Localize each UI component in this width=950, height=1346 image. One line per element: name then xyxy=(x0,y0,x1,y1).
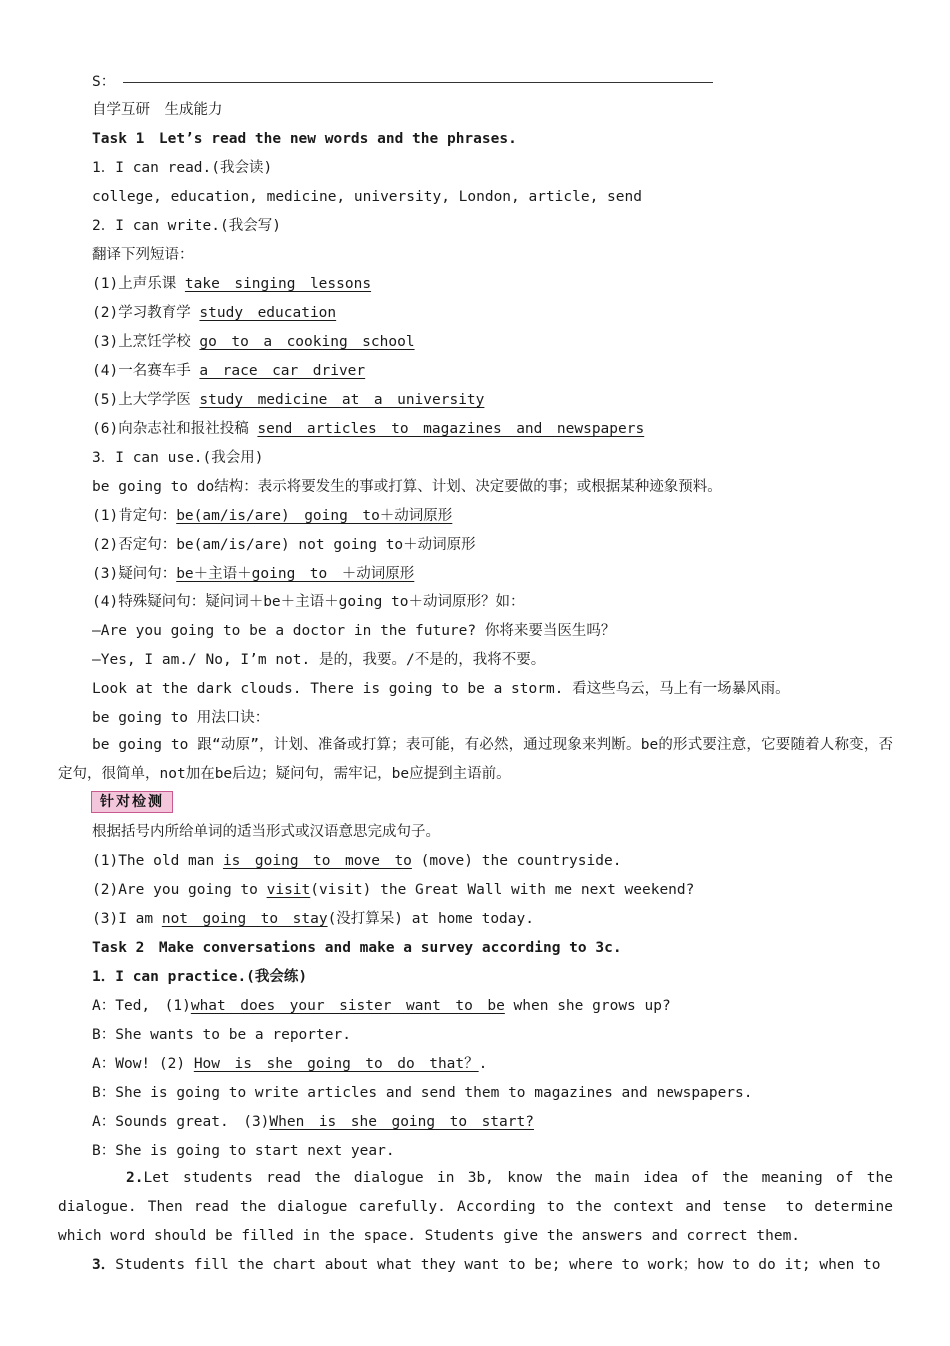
phrase-prompt: (3)上烹饪学校 xyxy=(92,334,200,350)
question-text: (2)Are you going to xyxy=(92,882,267,898)
phrase-answer: go to a cooking school xyxy=(199,334,415,350)
rule-label: (3)疑问句： xyxy=(92,566,177,582)
phrase-prompt: (6)向杂志社和报社投稿 xyxy=(92,421,258,437)
phrase-item xyxy=(92,274,371,294)
dialogue-answer: what does your sister want to be xyxy=(190,998,505,1014)
dialogue-line xyxy=(92,996,671,1016)
phrase-answer: study education xyxy=(199,305,337,321)
dialogue-text: A：Sounds great. (3) xyxy=(92,1114,270,1130)
write-heading: 2．I can write.(我会写) xyxy=(92,218,281,234)
step-number: 3． xyxy=(92,1257,116,1273)
practice-question xyxy=(92,909,534,929)
question-text: (没打算呆) at home today. xyxy=(327,911,534,927)
answer-blank-rule xyxy=(123,81,713,83)
phrase-answer: a race car driver xyxy=(199,363,366,379)
phrase-answer: study medicine at a university xyxy=(199,392,485,408)
special-question-rule: (4)特殊疑问句：疑问词＋be＋主语＋going to＋动词原形？如： xyxy=(92,594,525,610)
phrase-answer: take singing lessons xyxy=(184,276,372,292)
step2-paragraph xyxy=(58,1164,893,1251)
rhyme-title: be going to 用法口诀： xyxy=(92,710,270,726)
step-text: Let students read the dialogue in 3b, know the main idea of the meaning of the dialogue. Then read the dialogue carefully. According to the context and tense to determine which word should be filled in the space. Students give the answers and correct them. xyxy=(58,1170,893,1244)
task2-title: Task 2 Make conversations and make a survey according to 3c. xyxy=(92,940,622,956)
dialogue-text: when she grows up? xyxy=(504,998,671,1014)
question-answer: is going to move to xyxy=(222,853,412,869)
rule-answer: be(am/is/are) going to＋动词原形 xyxy=(176,508,453,524)
read-heading: 1．I can read.(我会读) xyxy=(92,160,273,176)
write-instruction: 翻译下列短语： xyxy=(92,247,194,263)
dialogue-answer: How is she going to do that？ xyxy=(193,1056,479,1072)
phrase-item xyxy=(92,361,365,381)
phrase-prompt: (4)一名赛车手 xyxy=(92,363,200,379)
question-text: (3)I am xyxy=(92,911,162,927)
rhyme-paragraph: be going to 跟“动原”，计划、准备或打算；表可能，有必然，通过现象来判断。be的形式要注意，它要随着人称变，否定句，很简单，not加在be后边；疑问句，需牢记，be应提到主语前。 xyxy=(58,737,893,782)
example-line: —Yes, I am./ No, I’m not. 是的，我要。/不是的，我将不要。 xyxy=(92,652,546,668)
dialogue-text: A：Ted, (1) xyxy=(92,998,191,1014)
step-number: 2. xyxy=(126,1170,144,1186)
task1-title: Task 1 Let’s read the new words and the phrases. xyxy=(92,131,517,147)
dialogue-line xyxy=(92,1054,487,1074)
phrase-answer: send articles to magazines and newspapers xyxy=(257,421,645,437)
dialogue-line: B：She wants to be a reporter. xyxy=(92,1027,351,1043)
s-label: S： xyxy=(92,74,116,90)
dialogue-line xyxy=(92,1112,534,1132)
phrase-item xyxy=(92,303,336,323)
rule-label: (1)肯定句： xyxy=(92,508,177,524)
grammar-intro: be going to do结构：表示将要发生的事或打算、计划、决定要做的事；或根据某种迹象预料。 xyxy=(92,479,722,495)
phrase-prompt: (5)上大学学医 xyxy=(92,392,200,408)
phrase-item xyxy=(92,332,415,352)
practice-heading: 1．I can practice.(我会练) xyxy=(92,969,308,985)
negative-rule: (2)否定句：be(am/is/are) not going to＋动词原形 xyxy=(92,537,476,553)
question-text: (1)The old man xyxy=(92,853,223,869)
example-line: —Are you going to be a doctor in the future? 你将来要当医生吗？ xyxy=(92,623,616,639)
use-heading: 3．I can use.(我会用) xyxy=(92,450,264,466)
s-line xyxy=(92,72,713,92)
dialogue-text: . xyxy=(478,1056,488,1072)
question-answer: not going to stay xyxy=(161,911,328,927)
dialogue-answer: When is she going to start? xyxy=(269,1114,534,1130)
practice-badge: 针对检测 xyxy=(91,791,173,813)
dialogue-line: B：She is going to write articles and send them to magazines and newspapers. xyxy=(92,1085,753,1101)
section-title: 自学互研 生成能力 xyxy=(92,102,223,118)
dialogue-text: A：Wow! (2) xyxy=(92,1056,194,1072)
step3-paragraph xyxy=(58,1251,893,1280)
step-text: Students fill the chart about what they want to be; where to work；how to do it; when to xyxy=(115,1257,881,1273)
affirmative-rule xyxy=(92,506,452,526)
phrase-prompt: (2)学习教育学 xyxy=(92,305,200,321)
question-answer: visit xyxy=(266,882,311,898)
phrase-item xyxy=(92,390,484,410)
practice-instruction: 根据括号内所给单词的适当形式或汉语意思完成句子。 xyxy=(92,824,440,840)
example-line: Look at the dark clouds. There is going to be a storm. 看这些乌云，马上有一场暴风雨。 xyxy=(92,681,790,697)
practice-question xyxy=(92,880,694,900)
question-text: (visit) the Great Wall with me next weekend? xyxy=(310,882,695,898)
vocab-words: college, education, medicine, university, London, article, send xyxy=(92,189,642,205)
question-rule xyxy=(92,564,414,584)
practice-question xyxy=(92,851,621,871)
phrase-item xyxy=(92,419,644,439)
rule-answer: be＋主语＋going to ＋动词原形 xyxy=(176,566,415,582)
question-text: (move) the countryside. xyxy=(411,853,622,869)
phrase-prompt: (1)上声乐课 xyxy=(92,276,185,292)
dialogue-line: B：She is going to start next year. xyxy=(92,1143,395,1159)
